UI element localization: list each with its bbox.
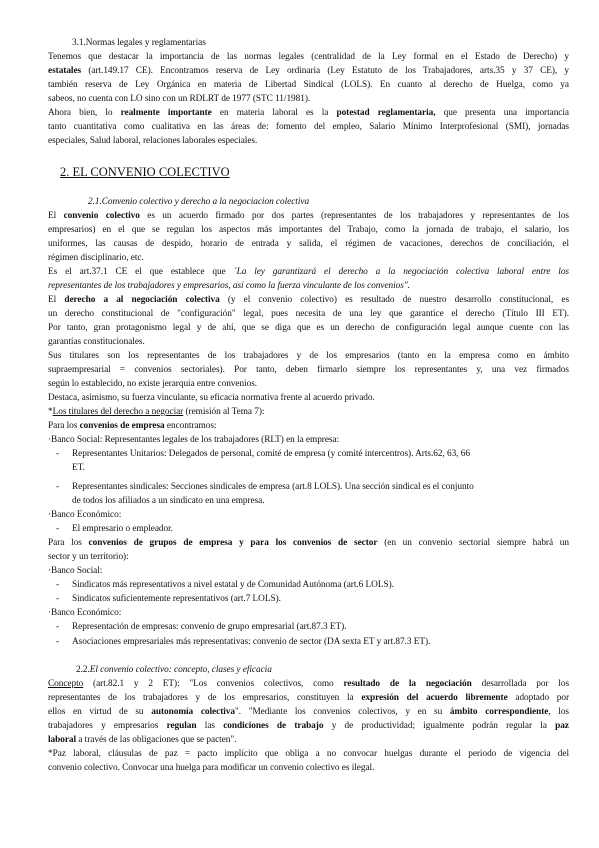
text: (art.149.17 CE). Encontramos reserva de Ley ordinaria (Ley Estatuto de los Trabajadores, arts.35 y 37 CE), y [81,66,569,76]
paragraph-line [48,210,569,223]
paragraph-line [48,537,569,550]
list-item: de todos los afiliados a un sindicato en una empresa. [72,496,265,506]
text: Es el art.37.1 CE el que establece que [48,267,234,277]
text: en materia laboral es la [211,108,337,118]
list-item: Sindicatos suficientemente representativos (art.7 LOLS). [72,594,281,604]
text: , los [548,707,569,717]
paragraph-line [48,266,569,279]
paragraph-line: Sus titulares son los representantes de los trabajadores y de los empresarios (tanto en la empresa como en ámbito [48,351,569,361]
paragraph-line: según lo establecido, no existe jerarquía entre convenios. [48,379,258,389]
bold-text: convenios de grupos de empresa y para los convenios de sector [88,538,378,548]
text: adoptado por [507,693,569,703]
paragraph-line: sabeos, no cuenta con LO sino con un RDLRT de 1977 (STC 11/1981). [48,94,311,104]
list-item: Asociaciones empresariales más representativas: convenio de sector (DA sexta ET y art.87.3 ET). [72,637,431,647]
paragraph-line: Destaca, asimismo, su fuerza vinculante, su eficacia normativa frente al acuerdo privado. [48,393,375,403]
paragraph-line [48,420,569,433]
paragraph-line [48,678,569,691]
paragraph-line: uniformes, las causas de despido, horario de entrada y salida, el régimen de vacaciones, derechos de conciliación, el [48,239,569,249]
underlined-text: Concepto [48,679,84,689]
text: y de productividad; igualmente podrán regular la [323,721,556,731]
paragraph-line: también reserva de Ley Orgánica en materia de Libertad Sindical (LOLS). En cuanto al derecho de Huelga, como ya [48,80,569,90]
section-heading-3-1: 3.1.Normas legales y reglamentarias [72,38,206,48]
bold-text: resultado de la negociación [343,679,472,689]
paragraph-line: *Paz laboral, cláusulas de paz = pacto implícito que obliga a no convocar huelgas durante el periodo de vigencia del [48,749,569,759]
text: desarrollada por los [471,679,569,689]
text: encontramos: [164,421,217,431]
text: (en un convenio sectorial siempre habrá un [377,538,569,548]
text: El [48,211,64,221]
paragraph-line [48,107,569,120]
text: ". "Mediante los convenios colectivos, y en su [234,707,450,717]
bold-text: paz [555,721,569,731]
italic-text: El convenio colectivo: concepto, clases y eficacia [89,665,272,675]
list-item: El empresario o empleador. [72,524,173,534]
bold-text: derecho a al negociación colectiva [64,295,220,305]
paragraph-line: convenio colectivo. Convocar una huelga para modificar un convenio colectivo es ilegal. [48,763,375,773]
paragraph-line: supraempresarial = convenios sectoriales). Por tanto, deben firmarlo siempre los representantes y, una vez firmados [48,365,569,375]
text: (art.82.1 y 2 ET): "Los convenios colectivos, como [83,679,344,689]
paragraph-line: sector y un territorio): [48,552,129,562]
list-bullet: - [56,524,60,534]
text: 2.2. [76,665,90,675]
text: (remisión al Tema 7): [183,407,265,417]
quote-text: ´La ley garantizará el derecho a la negociación colectiva laboral entre los [233,267,569,277]
quote-line: representantes de los trabajadores y empresarios, así como la fuerza vinculante de los convenios". [48,281,410,291]
bold-text: realmente importante [120,108,212,118]
paragraph-line [48,734,569,747]
paragraph-line: régimen disciplinario, etc. [48,253,144,263]
list-heading: ·Banco Social: Representantes legales de los trabajadores (RLT) en la empresa: [48,435,340,445]
list-item: Sindicatos más representativos a nivel estatal y de Comunidad Autónoma (art.6 LOLS). [72,580,394,590]
list-heading: ·Banco Económico: [48,510,122,520]
paragraph-line: Por tanto, gran protagonismo legal y de ahí, que se diga que es un derecho de configuración legal aunque cuente con las [48,323,569,333]
text: las [196,721,224,731]
list-bullet: - [56,622,60,632]
text: que presenta una importancia [435,108,569,118]
paragraph-line: un derecho constitucional de "configuración" legal, pues necesita de una ley que garantice el derecho (Título III ET). [48,309,569,319]
paragraph-line: empresarios) en el que se regulan los aspectos más importantes del Trabajo, como la jornada de trabajo, el salario, los [48,225,569,235]
text: El [48,295,65,305]
paragraph-line: especiales, Salud laboral, relaciones laborales especiales. [48,136,258,146]
text: Para los [48,421,80,431]
list-item: Representación de empresas: convenio de grupo empresarial (art.87.3 ET). [72,622,347,632]
text: es un acuerdo firmado por dos partes (representantes de los trabajadores y representantes de los [139,211,569,221]
paragraph-line [48,692,569,705]
bold-text: condiciones de trabajo [223,721,324,731]
paragraph-line: garantías constitucionales. [48,337,145,347]
bold-text: autonomía colectiva [151,707,235,717]
paragraph-line [48,65,569,78]
bold-text: convenios de empresa [79,421,165,431]
list-bullet: - [56,449,60,459]
paragraph-line: tanto cuantitativa como cualitativa en las áreas de: fomento del empleo, Salario Mínimo Interprofesional (SMI), jornadas [48,122,569,132]
list-bullet: - [56,580,60,590]
list-bullet: - [56,594,60,604]
paragraph-line [48,294,569,307]
text: Ahora bien, lo [48,108,121,118]
text: representantes de los trabajadores y de los empresarios, constituyen la [48,693,362,703]
list-heading: ·Banco Económico: [48,608,122,618]
list-item: Representantes Unitarios: Delegados de personal, comité de empresa (y comité intercentros). Arts.62, 63, 66 [72,449,470,459]
bold-text: estatales [48,66,82,76]
text: Para los [48,538,89,548]
bold-text: expresión del acuerdo libremente [361,693,508,703]
paragraph-line [48,706,569,719]
text: a través de las obligaciones que se pacten". [76,735,237,745]
list-item: ET. [72,463,85,473]
paragraph-line [48,720,569,733]
paragraph-line [48,406,569,419]
subsection-heading-2-2 [76,664,569,677]
bold-text: potestad reglamentaria, [336,108,436,118]
list-item: Representantes sindicales: Secciones sindicales de empresa (art.8 LOLS). Una sección sindical es el conjunto [72,482,474,492]
list-bullet: - [56,637,60,647]
list-heading: ·Banco Social: [48,566,103,576]
underlined-text: Los titulares del derecho a negociar [52,407,184,417]
text: trabajadores y empresarios [48,721,167,731]
bold-text: laboral [48,735,77,745]
section-title: 2. EL CONVENIO COLECTIVO [60,165,230,179]
text: ellos en virtud de su [48,707,152,717]
bold-text: convenio colectivo [63,211,140,221]
list-bullet: - [56,482,60,492]
text: (y el convenio colectivo) es resultado de nuestro desarrollo constitucional, es [219,295,569,305]
paragraph-line: Tenemos que destacar la importancia de las normas legales (centralidad de la Ley formal en el Estado de Derecho) y [48,52,569,62]
bold-text: regulan [166,721,197,731]
bold-text: ámbito correspondiente [449,707,549,717]
text: * [48,407,53,417]
subsection-heading-2-1: 2.1.Convenio colectivo y derecho a la negociacion colectiva [88,197,310,207]
